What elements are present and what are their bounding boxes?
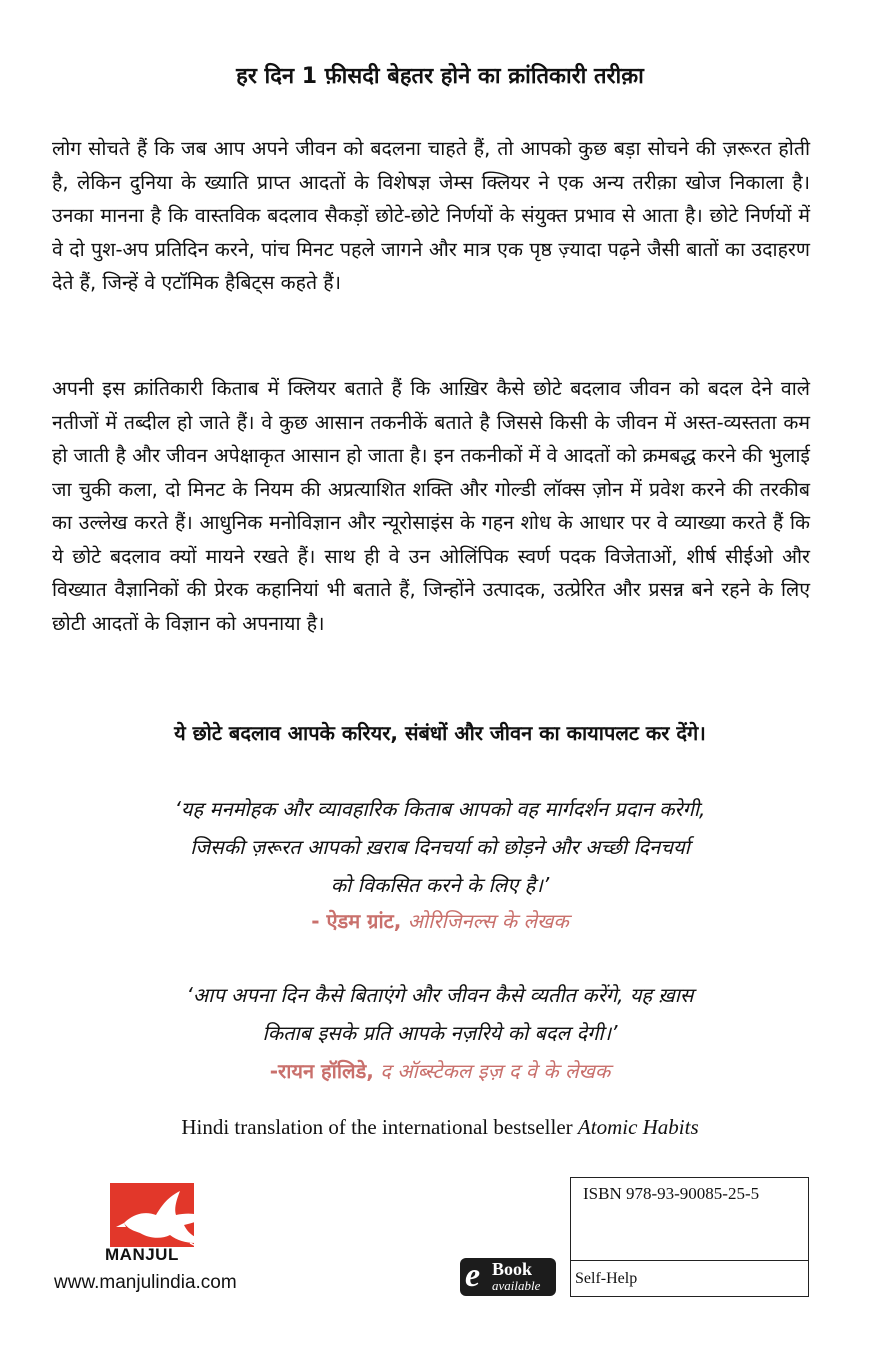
ebook-e-icon: e bbox=[465, 1257, 481, 1294]
endorsement-quote-2 bbox=[60, 976, 820, 1052]
quote-line: ‘यह मनमोहक और व्यावहारिक किताब आपको वह मार्गदर्शन प्रदान करेगी, bbox=[174, 797, 706, 821]
headline: हर दिन 1 फ़ीसदी बेहतर होने का क्रांतिकारी तरीक़ा bbox=[236, 64, 644, 89]
publisher-name: MANJUL bbox=[105, 1245, 179, 1264]
endorser-work: द ऑब्स्टेकल इज़ द वे के लेखक bbox=[373, 1059, 611, 1083]
endorsement-quote-1 bbox=[60, 790, 820, 904]
translation-note bbox=[0, 1112, 880, 1142]
quote-line: किताब इसके प्रति आपके नज़रिये को बदल देगी।’ bbox=[262, 1021, 618, 1045]
endorsement-attribution-1 bbox=[0, 903, 880, 939]
translation-prefix: Hindi translation of the international bestseller bbox=[181, 1115, 578, 1139]
tagline: ये छोटे बदलाव आपके करियर, संबंधों और जीवन का कायापलट कर देंगे। bbox=[174, 721, 706, 745]
endorser-work: ओरिजिनल्स के लेखक bbox=[401, 909, 569, 933]
ebook-available-badge bbox=[460, 1258, 556, 1296]
description-paragraph-1: लोग सोचते हैं कि जब आप अपने जीवन को बदलना चाहते हैं, तो आपको कुछ बड़ा सोचने की ज़रूरत होती है, लेकिन दुनिया के ख्याति प्राप्त आदतों के विशेषज्ञ जेम्स क्लियर ने एक अन्य तरीक़ा खोज निकाला है। उनका मानना है कि वास्तविक बदलाव सैकड़ों छोटे-छोटे निर्णयों के संयुक्त प्रभाव से आता है। छोटे निर्णयों में वे दो पुश-अप प्रतिदिन करने, पांच मिनट पहले जागने और मात्र एक पृष्ठ ज़्यादा पढ़ने जैसी बातों का उदाहरण देते हैं, जिन्हें वे एटॉमिक हैबिट्स कहते हैं। bbox=[52, 137, 810, 294]
quote-line: जिसकी ज़रूरत आपको ख़राब दिनचर्या को छोड़ने और अच्छी दिनचर्या bbox=[190, 835, 690, 859]
isbn-divider bbox=[571, 1260, 808, 1261]
endorsement-attribution-2 bbox=[0, 1053, 880, 1089]
ebook-label: Book bbox=[492, 1259, 533, 1279]
isbn-barcode-box bbox=[570, 1177, 809, 1297]
quote-line: को विकसित करने के लिए है।’ bbox=[330, 873, 550, 897]
original-book-title: Atomic Habits bbox=[577, 1115, 699, 1139]
description-paragraph-2: अपनी इस क्रांतिकारी किताब में क्लियर बताते हैं कि आख़िर कैसे छोटे बदलाव जीवन को बदल देने वाले नतीजों में तब्दील हो जाते हैं। वे कुछ आसान तकनीकें बताते है जिससे किसी के जीवन में अस्त-व्यस्तता कम हो जाती है और जीवन अपेक्षाकृत आसान हो जाता है। इन तकनीकों में वे आदतों को क्रमबद्ध करने की भुलाई जा चुकी कला, दो मिनट के नियम की अप्रत्याशित शक्ति और गोल्डी लॉक्स ज़ोन में प्रवेश करने की तरकीब का उल्लेख करते हैं। आधुनिक मनोविज्ञान और न्यूरोसाइंस के गहन शोध के आधार पर वे व्याख्या करते हैं कि ये छोटे बदलाव क्यों मायने रखते हैं। साथ ही वे उन ओलिंपिक स्वर्ण पदक विजेताओं, शीर्ष सीईओ और विख्यात वैज्ञानिकों की प्रेरक कहानियां भी बताते हैं, जिन्होंने उत्पादक, उत्प्रेरित और प्रसन्न बने रहने के लिए छोटी आदतों के विज्ञान को अपनाया है। bbox=[52, 377, 810, 635]
endorser-name: - ऐडम ग्रांट, bbox=[311, 909, 402, 933]
isbn-number: ISBN 978-93-90085-25-5 bbox=[583, 1184, 760, 1203]
publisher-website[interactable]: www.manjulindia.com bbox=[54, 1272, 237, 1293]
book-category: Self-Help bbox=[575, 1270, 638, 1287]
quote-line: ‘आप अपना दिन कैसे बिताएंगे और जीवन कैसे व्यतीत करेंगे, यह ख़ास bbox=[186, 983, 694, 1007]
ebook-available-label: available bbox=[492, 1278, 541, 1293]
endorser-name: -रायन हॉलिडे, bbox=[269, 1059, 374, 1083]
